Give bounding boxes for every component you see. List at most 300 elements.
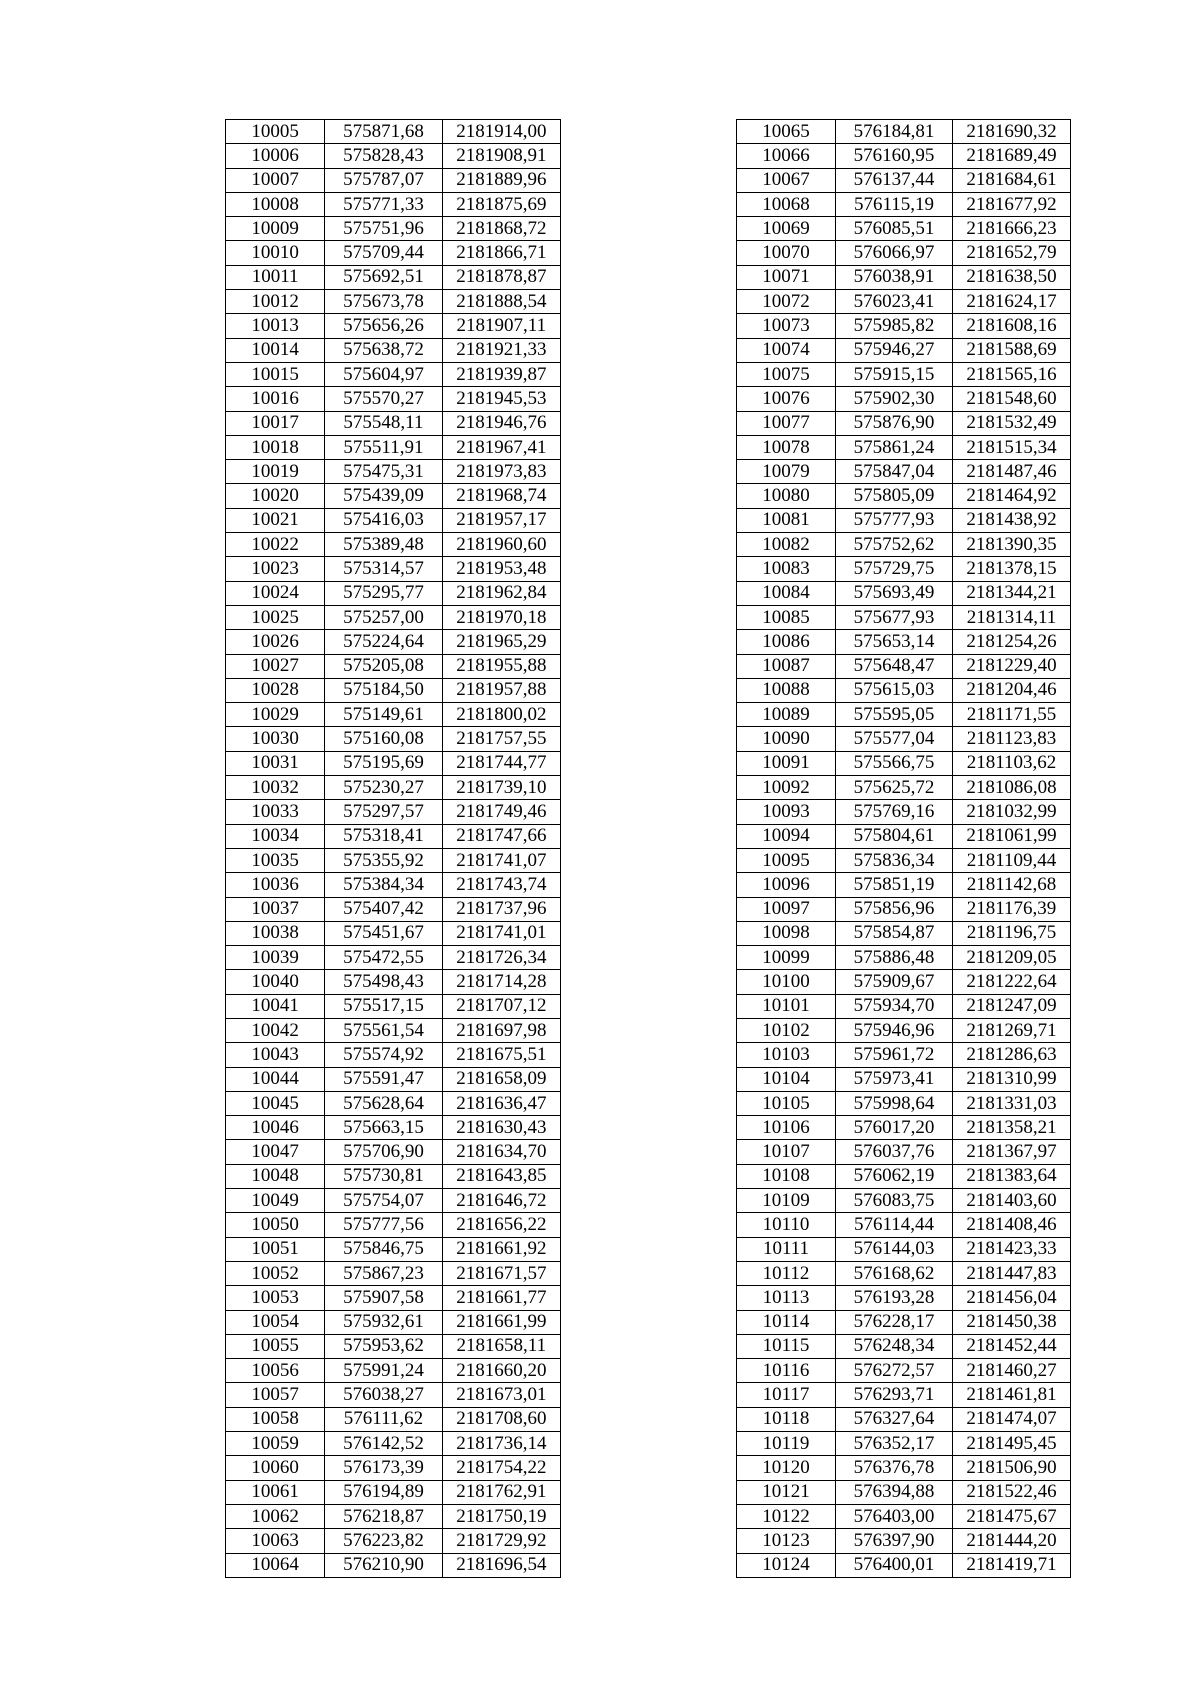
y-coordinate-cell: 2181762,91	[442, 1480, 560, 1504]
x-coordinate-cell: 576223,82	[325, 1529, 442, 1553]
table-row	[226, 1043, 561, 1067]
x-coordinate-cell: 575648,47	[836, 654, 953, 678]
point-number-cell: 10124	[737, 1553, 836, 1577]
y-coordinate-cell: 2181675,51	[442, 1043, 560, 1067]
x-coordinate-cell: 575946,27	[836, 338, 953, 362]
point-number-cell: 10037	[226, 897, 325, 921]
table-row	[737, 1189, 1071, 1213]
y-coordinate-cell: 2181939,87	[442, 362, 560, 386]
y-coordinate-cell: 2181061,99	[953, 824, 1071, 848]
x-coordinate-cell: 575805,09	[836, 484, 953, 508]
y-coordinate-cell: 2181123,83	[953, 727, 1071, 751]
y-coordinate-cell: 2181736,14	[442, 1432, 560, 1456]
y-coordinate-cell: 2181367,97	[953, 1140, 1071, 1164]
x-coordinate-cell: 576327,64	[836, 1407, 953, 1431]
point-number-cell: 10019	[226, 460, 325, 484]
point-number-cell: 10024	[226, 581, 325, 605]
table-row	[226, 168, 561, 192]
y-coordinate-cell: 2181726,34	[442, 946, 560, 970]
x-coordinate-cell: 576272,57	[836, 1359, 953, 1383]
y-coordinate-cell: 2181968,74	[442, 484, 560, 508]
point-number-cell: 10084	[737, 581, 836, 605]
point-number-cell: 10029	[226, 703, 325, 727]
x-coordinate-cell: 575909,67	[836, 970, 953, 994]
x-coordinate-cell: 575314,57	[325, 557, 442, 581]
point-number-cell: 10088	[737, 678, 836, 702]
y-coordinate-cell: 2181646,72	[442, 1189, 560, 1213]
table-row	[226, 848, 561, 872]
table-row	[737, 1432, 1071, 1456]
x-coordinate-cell: 575751,96	[325, 217, 442, 241]
table-row	[737, 824, 1071, 848]
y-coordinate-cell: 2181888,54	[442, 290, 560, 314]
y-coordinate-cell: 2181452,44	[953, 1334, 1071, 1358]
y-coordinate-cell: 2181907,11	[442, 314, 560, 338]
table-row	[737, 314, 1071, 338]
table-row	[737, 751, 1071, 775]
x-coordinate-cell: 575754,07	[325, 1189, 442, 1213]
point-number-cell: 10041	[226, 994, 325, 1018]
y-coordinate-cell: 2181475,67	[953, 1504, 1071, 1528]
x-coordinate-cell: 575946,96	[836, 1018, 953, 1042]
y-coordinate-cell: 2181671,57	[442, 1261, 560, 1285]
table-row	[226, 630, 561, 654]
x-coordinate-cell: 575628,64	[325, 1091, 442, 1115]
table-row	[226, 484, 561, 508]
y-coordinate-cell: 2181684,61	[953, 168, 1071, 192]
y-coordinate-cell: 2181032,99	[953, 800, 1071, 824]
y-coordinate-cell: 2181314,11	[953, 605, 1071, 629]
point-number-cell: 10105	[737, 1091, 836, 1115]
point-number-cell: 10026	[226, 630, 325, 654]
point-number-cell: 10022	[226, 533, 325, 557]
x-coordinate-cell: 575998,64	[836, 1091, 953, 1115]
x-coordinate-cell: 575973,41	[836, 1067, 953, 1091]
y-coordinate-cell: 2181438,92	[953, 508, 1071, 532]
table-row	[226, 654, 561, 678]
point-number-cell: 10016	[226, 387, 325, 411]
y-coordinate-cell: 2181707,12	[442, 994, 560, 1018]
table-row	[226, 1553, 561, 1577]
x-coordinate-cell: 575230,27	[325, 776, 442, 800]
x-coordinate-cell: 575730,81	[325, 1164, 442, 1188]
x-coordinate-cell: 576083,75	[836, 1189, 953, 1213]
y-coordinate-cell: 2181878,87	[442, 265, 560, 289]
x-coordinate-cell: 576376,78	[836, 1456, 953, 1480]
table-row	[737, 265, 1071, 289]
x-coordinate-cell: 575389,48	[325, 533, 442, 557]
x-coordinate-cell: 576062,19	[836, 1164, 953, 1188]
table-row	[226, 1067, 561, 1091]
x-coordinate-cell: 575615,03	[836, 678, 953, 702]
y-coordinate-cell: 2181908,91	[442, 144, 560, 168]
x-coordinate-cell: 575867,23	[325, 1261, 442, 1285]
point-number-cell: 10083	[737, 557, 836, 581]
point-number-cell: 10055	[226, 1334, 325, 1358]
table-row	[737, 557, 1071, 581]
y-coordinate-cell: 2181464,92	[953, 484, 1071, 508]
table-row	[226, 1164, 561, 1188]
y-coordinate-cell: 2181957,17	[442, 508, 560, 532]
y-coordinate-cell: 2181515,34	[953, 435, 1071, 459]
point-number-cell: 10103	[737, 1043, 836, 1067]
x-coordinate-cell: 576173,39	[325, 1456, 442, 1480]
table-row	[737, 897, 1071, 921]
table-row	[226, 776, 561, 800]
x-coordinate-cell: 575804,61	[836, 824, 953, 848]
table-row	[737, 168, 1071, 192]
x-coordinate-cell: 575257,00	[325, 605, 442, 629]
y-coordinate-cell: 2181866,71	[442, 241, 560, 265]
point-number-cell: 10028	[226, 678, 325, 702]
point-number-cell: 10011	[226, 265, 325, 289]
point-number-cell: 10008	[226, 192, 325, 216]
x-coordinate-cell: 576023,41	[836, 290, 953, 314]
point-number-cell: 10074	[737, 338, 836, 362]
y-coordinate-cell: 2181506,90	[953, 1456, 1071, 1480]
y-coordinate-cell: 2181677,92	[953, 192, 1071, 216]
point-number-cell: 10038	[226, 921, 325, 945]
table-row	[226, 533, 561, 557]
x-coordinate-cell: 575355,92	[325, 848, 442, 872]
table-row	[737, 484, 1071, 508]
point-number-cell: 10060	[226, 1456, 325, 1480]
point-number-cell: 10106	[737, 1116, 836, 1140]
point-number-cell: 10114	[737, 1310, 836, 1334]
y-coordinate-cell: 2181708,60	[442, 1407, 560, 1431]
table-row	[737, 1018, 1071, 1042]
point-number-cell: 10117	[737, 1383, 836, 1407]
x-coordinate-cell: 575677,93	[836, 605, 953, 629]
table-row	[737, 1310, 1071, 1334]
y-coordinate-cell: 2181222,64	[953, 970, 1071, 994]
point-number-cell: 10076	[737, 387, 836, 411]
y-coordinate-cell: 2181247,09	[953, 994, 1071, 1018]
table-row	[737, 605, 1071, 629]
x-coordinate-cell: 575902,30	[836, 387, 953, 411]
point-number-cell: 10109	[737, 1189, 836, 1213]
y-coordinate-cell: 2181171,55	[953, 703, 1071, 727]
x-coordinate-cell: 575861,24	[836, 435, 953, 459]
x-coordinate-cell: 575828,43	[325, 144, 442, 168]
point-number-cell: 10006	[226, 144, 325, 168]
y-coordinate-cell: 2181344,21	[953, 581, 1071, 605]
point-number-cell: 10093	[737, 800, 836, 824]
point-number-cell: 10023	[226, 557, 325, 581]
x-coordinate-cell: 575439,09	[325, 484, 442, 508]
point-number-cell: 10068	[737, 192, 836, 216]
y-coordinate-cell: 2181656,22	[442, 1213, 560, 1237]
y-coordinate-cell: 2181689,49	[953, 144, 1071, 168]
point-number-cell: 10122	[737, 1504, 836, 1528]
table-row	[737, 873, 1071, 897]
y-coordinate-cell: 2181652,79	[953, 241, 1071, 265]
x-coordinate-cell: 576218,87	[325, 1504, 442, 1528]
x-coordinate-cell: 575570,27	[325, 387, 442, 411]
y-coordinate-cell: 2181743,74	[442, 873, 560, 897]
y-coordinate-cell: 2181970,18	[442, 605, 560, 629]
y-coordinate-cell: 2181953,48	[442, 557, 560, 581]
table-row	[226, 1432, 561, 1456]
x-coordinate-cell: 576210,90	[325, 1553, 442, 1577]
table-row	[226, 1213, 561, 1237]
point-number-cell: 10098	[737, 921, 836, 945]
table-row	[226, 678, 561, 702]
x-coordinate-cell: 575985,82	[836, 314, 953, 338]
x-coordinate-cell: 575856,96	[836, 897, 953, 921]
table-row	[737, 144, 1071, 168]
table-row	[226, 1407, 561, 1431]
table-row	[737, 654, 1071, 678]
y-coordinate-cell: 2181390,35	[953, 533, 1071, 557]
x-coordinate-cell: 575577,04	[836, 727, 953, 751]
table-row	[737, 241, 1071, 265]
y-coordinate-cell: 2181754,22	[442, 1456, 560, 1480]
y-coordinate-cell: 2181921,33	[442, 338, 560, 362]
point-number-cell: 10108	[737, 1164, 836, 1188]
table-row	[737, 1383, 1071, 1407]
x-coordinate-cell: 575595,05	[836, 703, 953, 727]
point-number-cell: 10052	[226, 1261, 325, 1285]
table-row	[226, 411, 561, 435]
table-row	[737, 1529, 1071, 1553]
point-number-cell: 10048	[226, 1164, 325, 1188]
x-coordinate-cell: 575752,62	[836, 533, 953, 557]
table-row	[737, 1456, 1071, 1480]
point-number-cell: 10119	[737, 1432, 836, 1456]
point-number-cell: 10044	[226, 1067, 325, 1091]
y-coordinate-cell: 2181461,81	[953, 1383, 1071, 1407]
point-number-cell: 10021	[226, 508, 325, 532]
point-number-cell: 10062	[226, 1504, 325, 1528]
point-number-cell: 10077	[737, 411, 836, 435]
point-number-cell: 10069	[737, 217, 836, 241]
point-number-cell: 10063	[226, 1529, 325, 1553]
x-coordinate-cell: 575561,54	[325, 1018, 442, 1042]
table-row	[737, 1140, 1071, 1164]
table-row	[226, 605, 561, 629]
x-coordinate-cell: 575886,48	[836, 946, 953, 970]
point-number-cell: 10027	[226, 654, 325, 678]
table-row	[226, 1091, 561, 1115]
x-coordinate-cell: 575498,43	[325, 970, 442, 994]
point-number-cell: 10061	[226, 1480, 325, 1504]
point-number-cell: 10092	[737, 776, 836, 800]
x-coordinate-cell: 576168,62	[836, 1261, 953, 1285]
table-row	[737, 362, 1071, 386]
y-coordinate-cell: 2181495,45	[953, 1432, 1071, 1456]
point-number-cell: 10107	[737, 1140, 836, 1164]
point-number-cell: 10035	[226, 848, 325, 872]
coordinate-table-right	[736, 119, 1071, 1578]
y-coordinate-cell: 2181142,68	[953, 873, 1071, 897]
x-coordinate-cell: 576194,89	[325, 1480, 442, 1504]
y-coordinate-cell: 2181630,43	[442, 1116, 560, 1140]
y-coordinate-cell: 2181946,76	[442, 411, 560, 435]
point-number-cell: 10040	[226, 970, 325, 994]
y-coordinate-cell: 2181661,92	[442, 1237, 560, 1261]
point-number-cell: 10091	[737, 751, 836, 775]
x-coordinate-cell: 575416,03	[325, 508, 442, 532]
table-row	[226, 1529, 561, 1553]
point-number-cell: 10033	[226, 800, 325, 824]
x-coordinate-cell: 576137,44	[836, 168, 953, 192]
table-row	[737, 703, 1071, 727]
point-number-cell: 10046	[226, 1116, 325, 1140]
y-coordinate-cell: 2181548,60	[953, 387, 1071, 411]
y-coordinate-cell: 2181638,50	[953, 265, 1071, 289]
point-number-cell: 10072	[737, 290, 836, 314]
table-row	[226, 1504, 561, 1528]
y-coordinate-cell: 2181744,77	[442, 751, 560, 775]
y-coordinate-cell: 2181358,21	[953, 1116, 1071, 1140]
table-row	[226, 824, 561, 848]
table-row	[226, 387, 561, 411]
x-coordinate-cell: 576397,90	[836, 1529, 953, 1553]
x-coordinate-cell: 575932,61	[325, 1310, 442, 1334]
coordinate-table-body	[226, 120, 561, 1578]
y-coordinate-cell: 2181608,16	[953, 314, 1071, 338]
table-row	[226, 1286, 561, 1310]
point-number-cell: 10090	[737, 727, 836, 751]
table-row	[226, 970, 561, 994]
x-coordinate-cell: 575149,61	[325, 703, 442, 727]
y-coordinate-cell: 2181588,69	[953, 338, 1071, 362]
table-row	[737, 1553, 1071, 1577]
y-coordinate-cell: 2181522,46	[953, 1480, 1071, 1504]
x-coordinate-cell: 576228,17	[836, 1310, 953, 1334]
x-coordinate-cell: 575566,75	[836, 751, 953, 775]
x-coordinate-cell: 575854,87	[836, 921, 953, 945]
x-coordinate-cell: 575511,91	[325, 435, 442, 459]
point-number-cell: 10096	[737, 873, 836, 897]
table-row	[226, 1237, 561, 1261]
x-coordinate-cell: 575836,34	[836, 848, 953, 872]
table-row	[226, 751, 561, 775]
point-number-cell: 10101	[737, 994, 836, 1018]
table-row	[226, 1261, 561, 1285]
y-coordinate-cell: 2181310,99	[953, 1067, 1071, 1091]
y-coordinate-cell: 2181661,99	[442, 1310, 560, 1334]
x-coordinate-cell: 576160,95	[836, 144, 953, 168]
x-coordinate-cell: 576400,01	[836, 1553, 953, 1577]
point-number-cell: 10085	[737, 605, 836, 629]
x-coordinate-cell: 575472,55	[325, 946, 442, 970]
point-number-cell: 10116	[737, 1359, 836, 1383]
table-row	[226, 265, 561, 289]
table-row	[737, 727, 1071, 751]
table-row	[737, 776, 1071, 800]
y-coordinate-cell: 2181737,96	[442, 897, 560, 921]
point-number-cell: 10034	[226, 824, 325, 848]
y-coordinate-cell: 2181565,16	[953, 362, 1071, 386]
table-row	[226, 1116, 561, 1140]
y-coordinate-cell: 2181697,98	[442, 1018, 560, 1042]
table-row	[226, 800, 561, 824]
y-coordinate-cell: 2181086,08	[953, 776, 1071, 800]
y-coordinate-cell: 2181747,66	[442, 824, 560, 848]
point-number-cell: 10065	[737, 120, 836, 144]
y-coordinate-cell: 2181955,88	[442, 654, 560, 678]
table-row	[226, 120, 561, 144]
table-row	[737, 120, 1071, 144]
x-coordinate-cell: 575991,24	[325, 1359, 442, 1383]
y-coordinate-cell: 2181408,46	[953, 1213, 1071, 1237]
table-row	[226, 362, 561, 386]
table-row	[226, 508, 561, 532]
x-coordinate-cell: 575961,72	[836, 1043, 953, 1067]
x-coordinate-cell: 576142,52	[325, 1432, 442, 1456]
point-number-cell: 10082	[737, 533, 836, 557]
y-coordinate-cell: 2181204,46	[953, 678, 1071, 702]
table-row	[226, 946, 561, 970]
y-coordinate-cell: 2181331,03	[953, 1091, 1071, 1115]
x-coordinate-cell: 575384,34	[325, 873, 442, 897]
point-number-cell: 10080	[737, 484, 836, 508]
y-coordinate-cell: 2181868,72	[442, 217, 560, 241]
table-row	[737, 1164, 1071, 1188]
table-row	[737, 533, 1071, 557]
table-row	[737, 1043, 1071, 1067]
x-coordinate-cell: 575407,42	[325, 897, 442, 921]
point-number-cell: 10123	[737, 1529, 836, 1553]
x-coordinate-cell: 575475,31	[325, 460, 442, 484]
point-number-cell: 10078	[737, 435, 836, 459]
x-coordinate-cell: 575224,64	[325, 630, 442, 654]
point-number-cell: 10113	[737, 1286, 836, 1310]
point-number-cell: 10047	[226, 1140, 325, 1164]
point-number-cell: 10066	[737, 144, 836, 168]
x-coordinate-cell: 575953,62	[325, 1334, 442, 1358]
y-coordinate-cell: 2181875,69	[442, 192, 560, 216]
x-coordinate-cell: 576037,76	[836, 1140, 953, 1164]
point-number-cell: 10073	[737, 314, 836, 338]
y-coordinate-cell: 2181423,33	[953, 1237, 1071, 1261]
point-number-cell: 10054	[226, 1310, 325, 1334]
point-number-cell: 10013	[226, 314, 325, 338]
table-row	[737, 435, 1071, 459]
point-number-cell: 10039	[226, 946, 325, 970]
x-coordinate-cell: 576352,17	[836, 1432, 953, 1456]
x-coordinate-cell: 575846,75	[325, 1237, 442, 1261]
x-coordinate-cell: 575871,68	[325, 120, 442, 144]
table-row	[737, 946, 1071, 970]
point-number-cell: 10115	[737, 1334, 836, 1358]
point-number-cell: 10058	[226, 1407, 325, 1431]
point-number-cell: 10012	[226, 290, 325, 314]
table-row	[737, 581, 1071, 605]
table-row	[226, 290, 561, 314]
x-coordinate-cell: 575692,51	[325, 265, 442, 289]
table-row	[737, 460, 1071, 484]
point-number-cell: 10032	[226, 776, 325, 800]
y-coordinate-cell: 2181229,40	[953, 654, 1071, 678]
point-number-cell: 10017	[226, 411, 325, 435]
y-coordinate-cell: 2181403,60	[953, 1189, 1071, 1213]
table-row	[226, 994, 561, 1018]
x-coordinate-cell: 576394,88	[836, 1480, 953, 1504]
x-coordinate-cell: 575297,57	[325, 800, 442, 824]
y-coordinate-cell: 2181967,41	[442, 435, 560, 459]
table-row	[226, 1310, 561, 1334]
point-number-cell: 10053	[226, 1286, 325, 1310]
y-coordinate-cell: 2181965,29	[442, 630, 560, 654]
y-coordinate-cell: 2181456,04	[953, 1286, 1071, 1310]
x-coordinate-cell: 575195,69	[325, 751, 442, 775]
y-coordinate-cell: 2181914,00	[442, 120, 560, 144]
y-coordinate-cell: 2181666,23	[953, 217, 1071, 241]
x-coordinate-cell: 576085,51	[836, 217, 953, 241]
